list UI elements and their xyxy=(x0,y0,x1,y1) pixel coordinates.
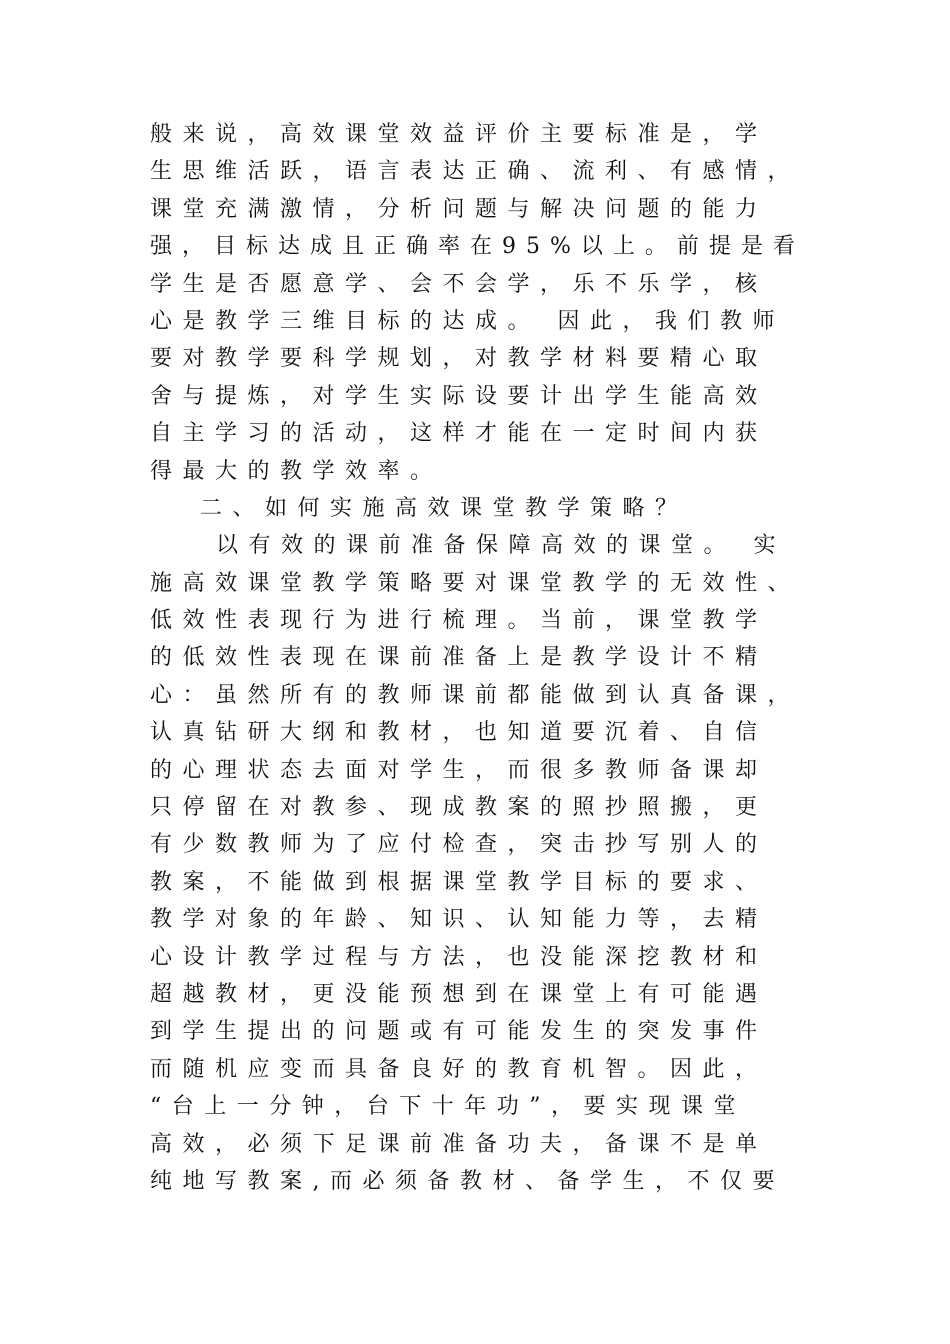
text-line: 课堂充满激情，分析问题与解决问题的能力 xyxy=(150,196,768,222)
text-line: 般来说，高效课堂效益评价主要标准是，学 xyxy=(150,122,768,147)
text-line: 要对教学要科学规划，对教学材料要精心取 xyxy=(150,346,768,372)
text-line: 施高效课堂教学策略要对课堂教学的无效性、 xyxy=(150,570,801,596)
text-line: 纯地写教案,而必须备教材、备学生，不仅要 xyxy=(150,1168,785,1194)
text-line: 低效性表现行为进行梳理。当前，课堂教学 xyxy=(150,608,768,634)
text-line: 的心理状态去面对学生，而很多教师备课却 xyxy=(150,757,768,783)
section-heading: 二、如何实施高效课堂教学策略？ xyxy=(200,495,688,521)
body-text xyxy=(150,116,810,1200)
text-line: 强，目标达成且正确率在95%以上。前提是看 xyxy=(150,234,805,260)
text-line: 认真钻研大纲和教材，也知道要沉着、自信 xyxy=(150,720,768,746)
text-line: 舍与提炼，对学生实际设要计出学生能高效 xyxy=(150,383,768,409)
text-line: 而随机应变而具备良好的教育机智。因此， xyxy=(150,1056,768,1082)
text-line: 得最大的教学效率。 xyxy=(150,458,443,484)
text-line: 心设计教学过程与方法，也没能深挖教材和 xyxy=(150,944,768,970)
text-line: 的低效性表现在课前准备上是教学设计不精 xyxy=(150,645,768,671)
text-line: 以有效的课前准备保障高效的课堂。 实 xyxy=(216,533,786,559)
text-line: 心是教学三维目标的达成。 因此，我们教师 xyxy=(150,308,785,334)
text-line: 到学生提出的问题或有可能发生的突发事件 xyxy=(150,1019,768,1045)
text-line: 心：虽然所有的教师课前都能做到认真备课， xyxy=(150,682,801,708)
text-line: 只停留在对教参、现成教案的照抄照搬，更 xyxy=(150,795,768,821)
text-line: “台上一分钟，台下十年功”，要实现课堂 xyxy=(150,1094,746,1120)
text-line: 学生是否愿意学、会不会学，乐不乐学，核 xyxy=(150,271,768,297)
text-line: 高效，必须下足课前准备功夫，备课不是单 xyxy=(150,1131,768,1157)
text-line: 超越教材，更没能预想到在课堂上有可能遇 xyxy=(150,981,768,1007)
text-line: 教学对象的年龄、知识、认知能力等，去精 xyxy=(150,907,768,933)
text-line: 自主学习的活动，这样才能在一定时间内获 xyxy=(150,421,768,447)
text-line: 教案，不能做到根据课堂教学目标的要求、 xyxy=(150,869,768,895)
text-line: 有少数教师为了应付检查，突击抄写别人的 xyxy=(150,832,768,858)
text-line: 生思维活跃，语言表达正确、流利、有感情， xyxy=(150,159,801,185)
